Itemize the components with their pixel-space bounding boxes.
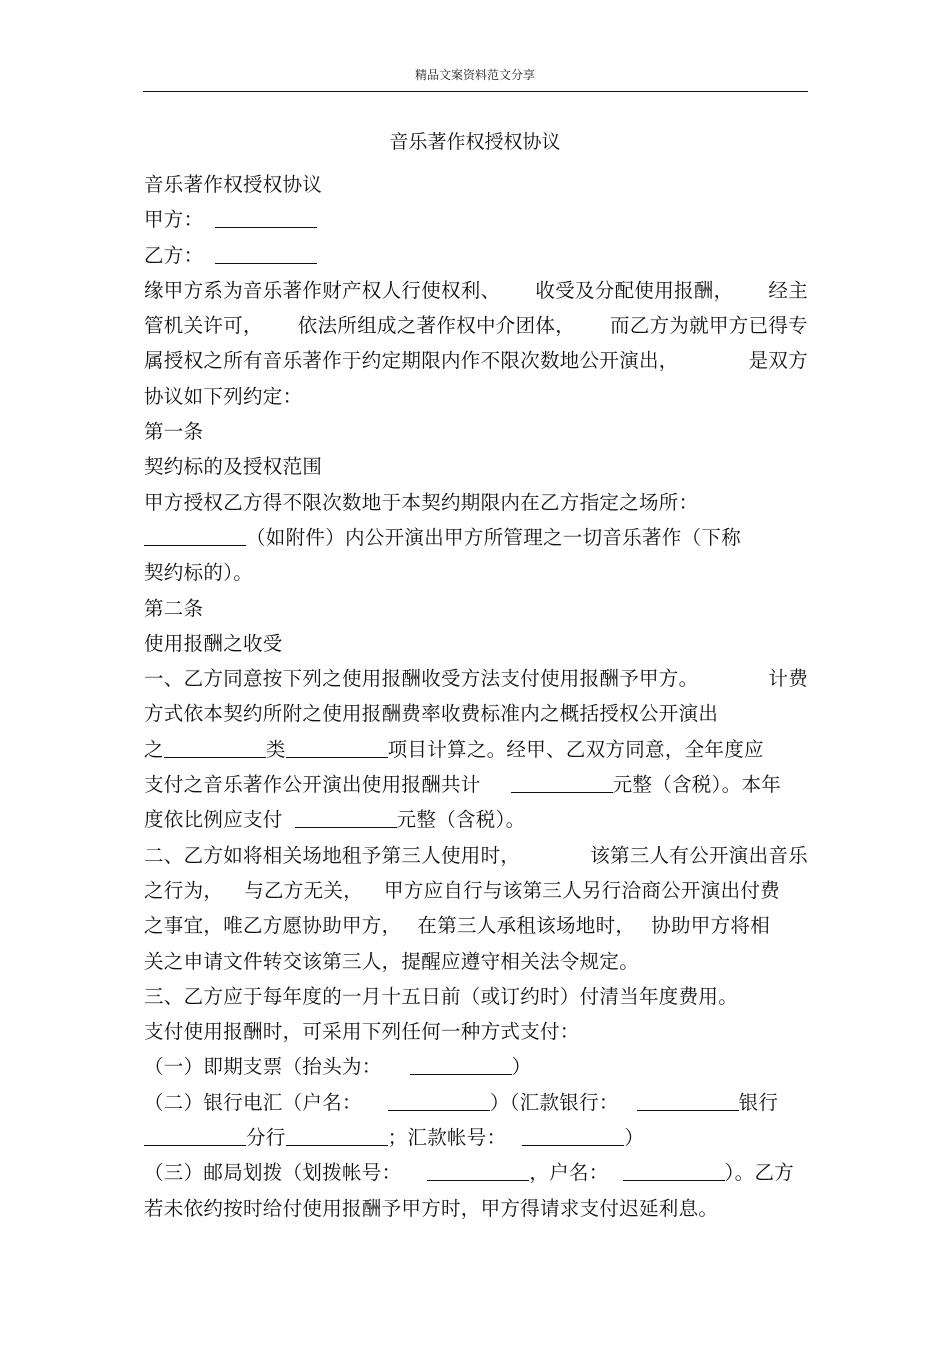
- preamble-line: 协议如下列约定：: [144, 384, 303, 408]
- annual-fee-blank: [511, 772, 613, 793]
- party-a-label: 甲方：: [144, 208, 204, 232]
- preamble-line: 管机关许可， 依法所组成之著作权中介团体， 而乙方为就甲方已得专: [144, 314, 808, 338]
- payment-method-check: （一）即期支票（抬头为： ）: [144, 1055, 532, 1079]
- article-1-text: 契约标的）。: [144, 561, 254, 585]
- party-a-blank: [215, 207, 317, 228]
- document-title: 音乐著作权授权协议: [389, 131, 561, 153]
- account-number-blank: [522, 1125, 624, 1146]
- article-1-text: （如附件）内公开演出甲方所管理之一切音乐著作（下称: [144, 520, 808, 555]
- payment-method-wire: 分行 ；汇款帐号： ）: [144, 1120, 808, 1155]
- party-b-line: [144, 238, 808, 273]
- article-2-text: 三、乙方应于每年度的一月十五日前（或订约时）付清当年度费用。: [144, 984, 739, 1008]
- article-2-text: 关之申请文件转交该第三人，提醒应遵守相关法令规定。: [144, 949, 640, 973]
- article-2-text: 之事宜，唯乙方愿协助甲方， 在第三人承租该场地时， 协助甲方将相: [144, 914, 770, 938]
- article-2-text: 支付之音乐著作公开演出使用报酬共计 元整（含税）。本年: [144, 773, 782, 797]
- header-divider: [143, 91, 808, 92]
- article-1-heading: 契约标的及授权范围: [144, 455, 323, 479]
- bank-blank: [637, 1090, 739, 1111]
- article-2-text: 支付使用报酬时，可采用下列任何一种方式支付：: [144, 1020, 580, 1044]
- category-blank: [164, 737, 266, 758]
- document-subtitle: 音乐著作权授权协议: [144, 173, 323, 196]
- preamble-line: 缘甲方系为音乐著作财产权人行使权利、 收受及分配使用报酬， 经主: [144, 278, 808, 302]
- article-2-heading: 使用报酬之收受: [144, 631, 283, 655]
- article-2-number: 第二条: [144, 596, 204, 620]
- article-2-text: 方式依本契约所附之使用报酬费率收费标准内之概括授权公开演出: [144, 702, 719, 726]
- party-b-label: 乙方：: [144, 243, 204, 267]
- document-body: [144, 167, 808, 1226]
- transfer-account-blank: [427, 1160, 529, 1181]
- branch-blank: [144, 1125, 246, 1146]
- account-name-blank: [388, 1090, 490, 1111]
- payment-method-wire: （二）银行电汇（户名： ）（汇款银行： 银行: [144, 1090, 779, 1114]
- party-b-blank: [215, 243, 317, 264]
- article-2-text: 之行为， 与乙方无关， 甲方应自行与该第三人另行洽商公开演出付费: [144, 878, 780, 902]
- prorated-fee-blank: [295, 807, 397, 828]
- branch-detail-blank: [286, 1125, 388, 1146]
- item-blank: [286, 737, 388, 758]
- payment-method-postal: （三）邮局划拨（划拨帐号： ，户名： ）。乙方: [144, 1161, 795, 1185]
- cheque-payee-blank: [410, 1054, 512, 1075]
- article-2-text: 若未依约按时给付使用报酬予甲方时，甲方得请求支付迟延利息。: [144, 1196, 719, 1220]
- article-2-text: 度依比例应支付 元整（含税）。: [144, 808, 526, 832]
- article-1-text: 甲方授权乙方得不限次数地于本契约期限内在乙方指定之场所：: [144, 490, 699, 514]
- article-2-text: 之 类 项目计算之。经甲、乙双方同意，全年度应: [144, 737, 764, 761]
- article-2-text: 一、乙方同意按下列之使用报酬收受方法支付使用报酬予甲方。 计费: [144, 667, 808, 691]
- article-1-number: 第一条: [144, 420, 204, 444]
- page-header: 精品文案资料范文分享: [414, 68, 535, 82]
- venue-blank: [144, 525, 246, 546]
- postal-name-blank: [623, 1160, 725, 1181]
- article-2-text: 二、乙方如将相关场地租予第三人使用时， 该第三人有公开演出音乐: [144, 843, 808, 867]
- preamble-line: 属授权之所有音乐著作于约定期限内作不限次数地公开演出， 是双方: [144, 349, 808, 373]
- party-a-line: [144, 202, 808, 237]
